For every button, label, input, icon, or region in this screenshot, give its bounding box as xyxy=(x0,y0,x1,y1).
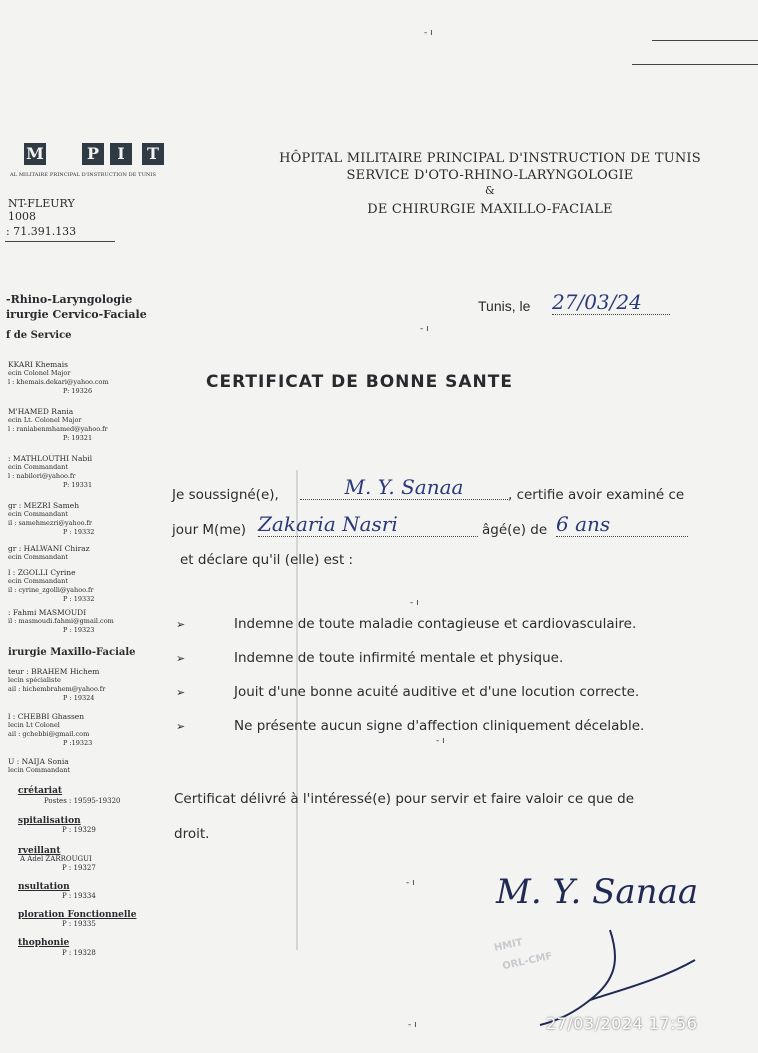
sidebar-orthophonie: thophonie xyxy=(18,938,70,948)
sidebar-dept-orl: -Rhino-Laryngologie xyxy=(6,293,133,306)
staff-entry xyxy=(8,501,168,544)
scan-mark: - ı xyxy=(406,878,415,888)
statement-item: Indemne de toute maladie contagieuse et cardiovasculaire. xyxy=(234,616,637,632)
stamp-text: ORL-CMF xyxy=(501,950,554,973)
staff-name: l : CHEBBI Ghassen xyxy=(8,712,85,721)
sidebar-secretariat-posts: Postes : 19595-19320 xyxy=(44,797,121,805)
age-handwritten: 6 ans xyxy=(556,512,688,537)
sidebar-surveillant: rveillant xyxy=(18,846,61,856)
staff-phone: P : 19332 xyxy=(63,528,95,536)
scan-mark: - ı xyxy=(424,28,433,38)
sidebar-exploration: ploration Fonctionnelle xyxy=(18,910,137,920)
staff-email: l : raniabenmhamed@yahoo.fr xyxy=(8,425,108,433)
hospital-line4: DE CHIRURGIE MAXILLO-FACIALE xyxy=(367,202,613,217)
signature: M. Y. Sanaa xyxy=(496,872,699,912)
logo-letter-i: I xyxy=(110,143,132,165)
staff-entry xyxy=(8,454,168,501)
sidebar-cons-phone: P : 19334 xyxy=(62,892,96,900)
staff-name: U : NAIJA Sonia xyxy=(8,757,69,766)
doctor-handwritten: M. Y. Sanaa xyxy=(300,475,508,500)
staff-title: ecin Commandant xyxy=(8,463,68,471)
staff-email: ail : hichembrahem@yahoo.fr xyxy=(8,685,106,693)
sidebar-surv-phone: P : 19327 xyxy=(62,864,96,872)
staff-phone: P : 19323 xyxy=(63,626,95,634)
staff-title: lecin Commandant xyxy=(8,766,71,774)
stamp-text: HMIT xyxy=(493,937,524,954)
staff-entry xyxy=(8,544,168,568)
staff-title: ecin Commandant xyxy=(8,510,68,518)
staff-title: ecin Commandant xyxy=(8,577,68,585)
staff-entry xyxy=(8,712,168,757)
corner-line xyxy=(632,64,758,65)
photo-timestamp: 27/03/2024 17:56 xyxy=(546,1014,698,1033)
staff-phone: P: 19331 xyxy=(63,481,93,489)
phone: : 71.391.133 xyxy=(6,225,77,238)
staff-entry xyxy=(8,360,168,407)
staff-name: M'HAMED Rania xyxy=(8,407,74,416)
staff-entry xyxy=(8,757,168,783)
logo-letter-t: T xyxy=(142,143,164,165)
staff-title: ecin Colonel Major xyxy=(8,369,71,377)
corner-line xyxy=(652,40,758,41)
staff-name: : Fahmi MASMOUDI xyxy=(8,608,87,617)
staff-name: : MATHLOUTHI Nabil xyxy=(8,454,93,463)
staff-email: l : nabilori@yahoo.fr xyxy=(8,472,76,480)
staff-email: ail : gchebbi@gmail.com xyxy=(8,730,90,738)
staff-phone: P: 19326 xyxy=(63,387,93,395)
staff-phone: P : 19332 xyxy=(63,595,95,603)
staff-list-2 xyxy=(8,667,168,783)
staff-email: il : samehmezri@yahoo.fr xyxy=(8,519,93,527)
declaration-line: et déclare qu'il (elle) est : xyxy=(180,552,354,568)
sidebar-expl-phone: P : 19335 xyxy=(62,920,96,928)
staff-title: ecin Commandant xyxy=(8,553,68,561)
hospital-line1: HÔPITAL MILITAIRE PRINCIPAL D'INSTRUCTION DE TUNIS xyxy=(279,151,701,166)
logo-letter-m: M xyxy=(24,143,46,165)
age-label: âgé(e) de xyxy=(482,522,548,538)
line2-prefix: jour M(me) xyxy=(172,522,247,538)
staff-title: lecin spécialiste xyxy=(8,676,61,684)
staff-name: KKARI Khemais xyxy=(8,360,69,369)
date-handwritten: 27/03/24 xyxy=(552,290,670,315)
staff-name: gr : MEZRI Sameh xyxy=(8,501,80,510)
staff-entry xyxy=(8,667,168,712)
hospital-line2: SERVICE D'OTO-RHINO-LARYNGOLOGIE xyxy=(346,168,634,183)
sidebar-chief: f de Service xyxy=(6,330,72,341)
staff-title: ecin Lt. Colonel Major xyxy=(8,416,82,424)
sidebar-dept-maxillo: irurgie Maxillo-Faciale xyxy=(8,647,136,658)
scan-mark: - ı xyxy=(408,1020,417,1030)
staff-email: il : cyrine_zgolli@yahoo.fr xyxy=(8,586,94,594)
staff-email: il : masmoudi.fahmi@gmail.com xyxy=(8,617,114,625)
staff-entry xyxy=(8,407,168,454)
certificate-title: CERTIFICAT DE BONNE SANTE xyxy=(206,372,513,392)
sidebar-surveillant-name: A Adel ZARROUGUI xyxy=(20,855,92,863)
statement-item: Indemne de toute infirmité mentale et physique. xyxy=(234,650,564,666)
staff-phone: P: 19321 xyxy=(63,434,93,442)
bullet-arrow-icon: ➢ xyxy=(176,720,186,733)
staff-name: l : ZGOLLI Cyrine xyxy=(8,568,76,577)
scan-mark: - ı xyxy=(420,324,429,334)
closing-line2: droit. xyxy=(174,826,210,842)
statement-item: Jouit d'une bonne acuité auditive et d'une locution correcte. xyxy=(234,684,640,700)
closing-line1: Certificat délivré à l'intéressé(e) pour servir et faire valoir ce que de xyxy=(174,791,635,807)
sidebar-hosp-phone: P : 19329 xyxy=(62,826,96,834)
staff-phone: P : 19324 xyxy=(63,694,95,702)
staff-name: gr : HALWANI Chiraz xyxy=(8,544,90,553)
sidebar-dept-cervico: irurgie Cervico-Faciale xyxy=(6,308,147,321)
sidebar-consultation: nsultation xyxy=(18,882,70,892)
address-line1: NT-FLEURY xyxy=(8,197,75,210)
hospital-line3: & xyxy=(485,184,495,197)
address-line2: 1008 xyxy=(8,210,36,223)
place-label: Tunis, le xyxy=(478,298,531,314)
logo-letter-p: P xyxy=(82,143,104,165)
statement-item: Ne présente aucun signe d'affection cliniquement décelable. xyxy=(234,718,645,734)
logo-caption: AL MILITAIRE PRINCIPAL D'INSTRUCTION DE TUNIS xyxy=(10,172,157,178)
bullet-arrow-icon: ➢ xyxy=(176,618,186,631)
staff-entry xyxy=(8,608,168,648)
sidebar-orth-phone: P : 19328 xyxy=(62,949,96,957)
divider xyxy=(5,241,115,242)
scan-mark: - ı xyxy=(410,598,419,608)
bullet-arrow-icon: ➢ xyxy=(176,652,186,665)
bullet-arrow-icon: ➢ xyxy=(176,686,186,699)
sidebar-hospitalisation: spitalisation xyxy=(18,816,81,826)
line1-prefix: Je soussigné(e), xyxy=(172,487,279,503)
line1-suffix: , certifie avoir examiné ce xyxy=(508,487,685,503)
staff-email: l : khemais.dekari@yahoo.com xyxy=(8,378,109,386)
staff-phone: P :19323 xyxy=(63,739,93,747)
staff-list-1 xyxy=(8,360,168,648)
scan-mark: - ı xyxy=(436,736,445,746)
sidebar-secretariat: crétariat xyxy=(18,786,63,796)
staff-name: teur : BRAHEM Hichem xyxy=(8,667,100,676)
staff-title: lecin Lt Colonel xyxy=(8,721,60,729)
paper-fold-line xyxy=(296,470,298,950)
patient-handwritten: Zakaria Nasri xyxy=(258,512,478,537)
staff-entry xyxy=(8,568,168,608)
